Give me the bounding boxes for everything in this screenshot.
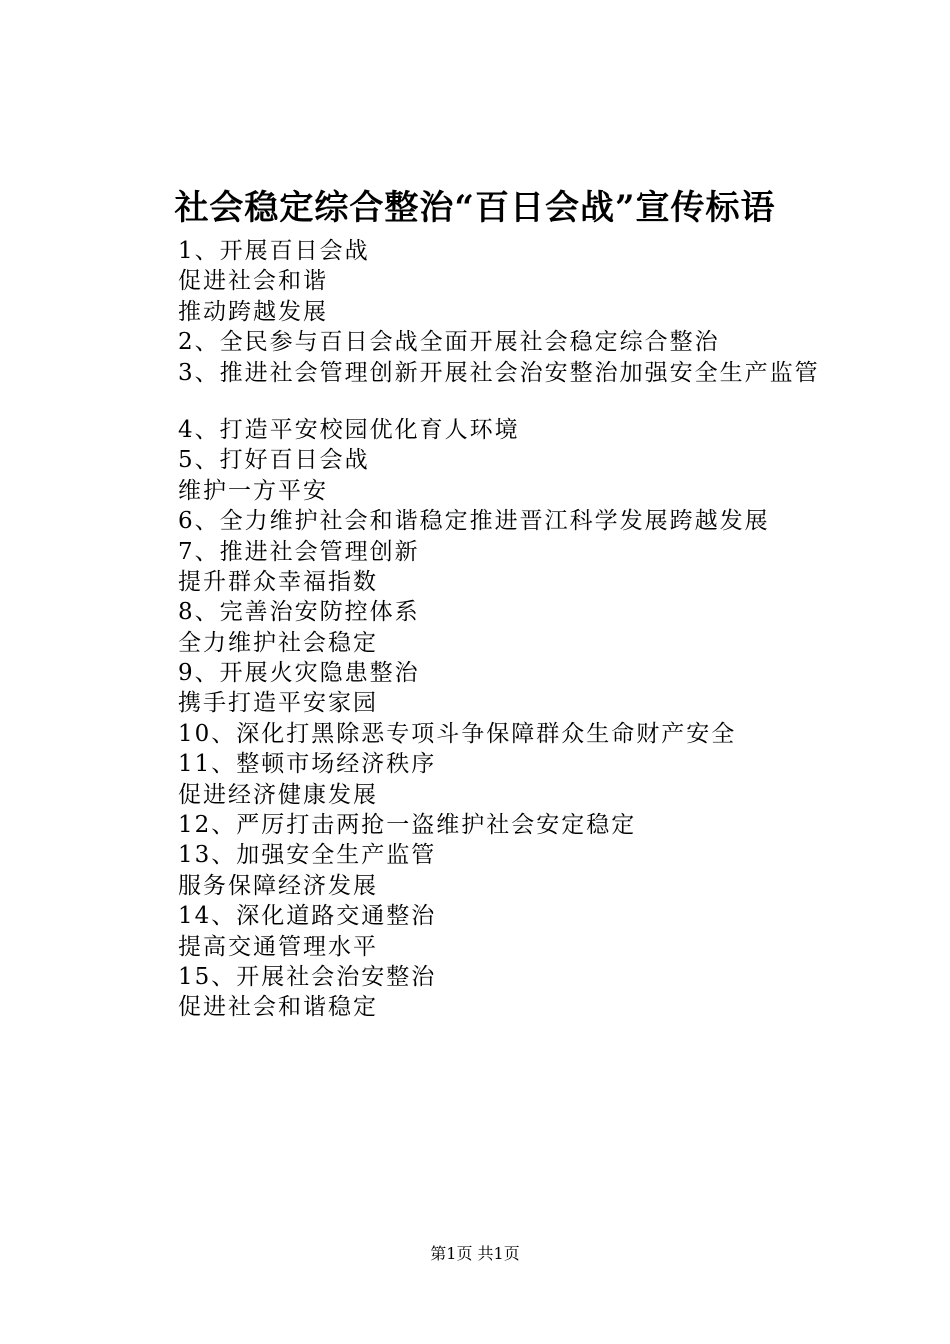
- slogan-line: 10、深化打黑除恶专项斗争保障群众生命财产安全: [178, 720, 737, 747]
- slogan-line: 推动跨越发展: [178, 298, 328, 325]
- slogan-line: 2、全民参与百日会战全面开展社会稳定综合整治: [178, 329, 720, 356]
- slogan-list: [178, 236, 878, 1023]
- slogan-line: 促进社会和谐: [178, 268, 328, 295]
- slogan-line: 15、开展社会治安整治: [178, 963, 437, 990]
- slogan-line: 提高交通管理水平: [178, 933, 378, 960]
- slogan-line: 服务保障经济发展: [178, 872, 378, 899]
- slogan-line: 促进社会和谐稳定: [178, 994, 378, 1021]
- slogan-line: 13、加强安全生产监管: [178, 842, 437, 869]
- slogan-line: 促进经济健康发展: [178, 781, 378, 808]
- slogan-line: 7、推进社会管理创新: [178, 538, 420, 565]
- slogan-line: 全力维护社会稳定: [178, 629, 378, 656]
- slogan-line: 3、推进社会管理创新开展社会治安整治加强安全生产监管: [178, 359, 820, 386]
- page-footer: 第1页 共1页: [430, 1244, 520, 1263]
- slogan-line: 8、完善治安防控体系: [178, 599, 420, 626]
- slogan-line: 维护一方平安: [178, 477, 328, 504]
- slogan-line: 提升群众幸福指数: [178, 568, 378, 595]
- document-title: 社会稳定综合整治“百日会战”宣传标语: [174, 188, 776, 228]
- slogan-line: 4、打造平安校园优化育人环境: [178, 416, 520, 443]
- slogan-line: 6、全力维护社会和谐稳定推进晋江科学发展跨越发展: [178, 508, 770, 535]
- slogan-line: 9、开展火灾隐患整治: [178, 660, 420, 687]
- slogan-line: 携手打造平安家园: [178, 690, 378, 717]
- slogan-line: 5、打好百日会战: [178, 447, 370, 474]
- slogan-line: 14、深化道路交通整治: [178, 903, 437, 930]
- slogan-line: 11、整顿市场经济秩序: [178, 751, 437, 778]
- slogan-line: 1、开展百日会战: [178, 238, 370, 264]
- slogan-line: 12、严厉打击两抢一盗维护社会安定稳定: [178, 812, 637, 839]
